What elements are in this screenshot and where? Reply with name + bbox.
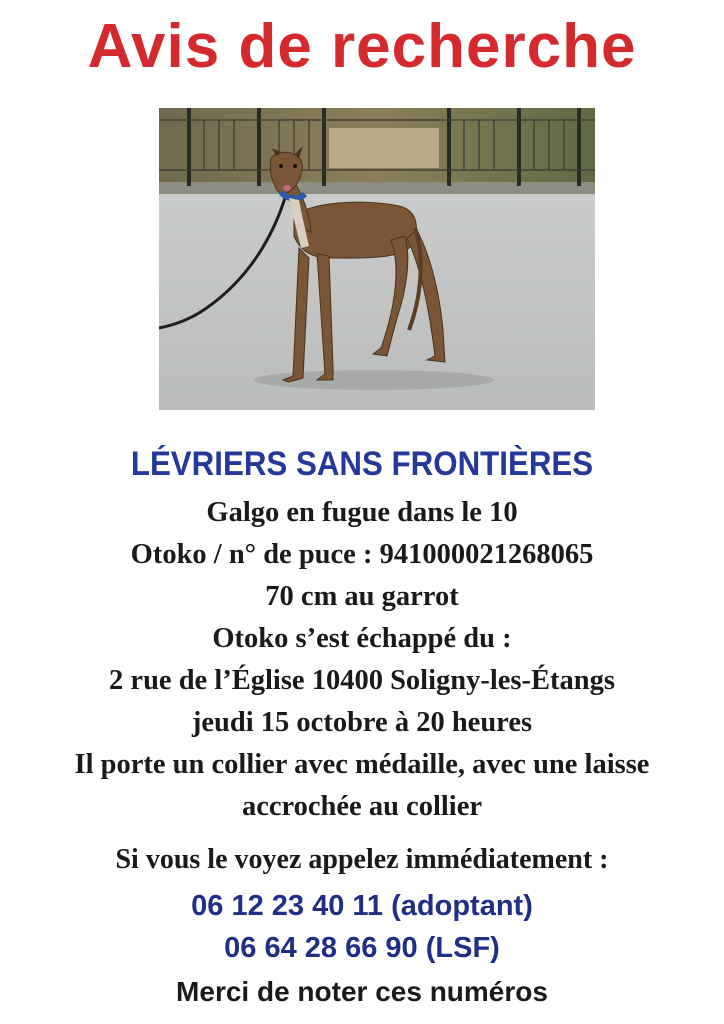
dog-photo: [159, 108, 595, 410]
phone-lsf: 06 64 28 66 90 (LSF): [224, 932, 500, 964]
phone-adoptant: 06 12 23 40 11 (adoptant): [191, 890, 533, 922]
poster-title: Avis de recherche: [87, 12, 637, 81]
detail-line: Il porte un collier avec médaille, avec une laisse: [74, 749, 650, 780]
detail-line: Galgo en fugue dans le 10: [206, 497, 518, 528]
organization-name: LÉVRIERS SANS FRONTIÈRES: [130, 445, 594, 483]
detail-line: jeudi 15 octobre à 20 heures: [191, 707, 533, 738]
detail-line: Otoko / n° de puce : 941000021268065: [130, 539, 594, 570]
detail-line: 2 rue de l’Église 10400 Soligny-les-Étangs: [109, 665, 615, 696]
detail-line: 70 cm au garrot: [265, 581, 459, 612]
call-to-action: Si vous le voyez appelez immédiatement :: [115, 844, 609, 875]
detail-line: accrochée au collier: [241, 791, 483, 822]
closing-note: Merci de noter ces numéros: [176, 976, 548, 1007]
dog-details: [0, 492, 724, 828]
detail-line: Otoko s’est échappé du :: [212, 623, 512, 654]
